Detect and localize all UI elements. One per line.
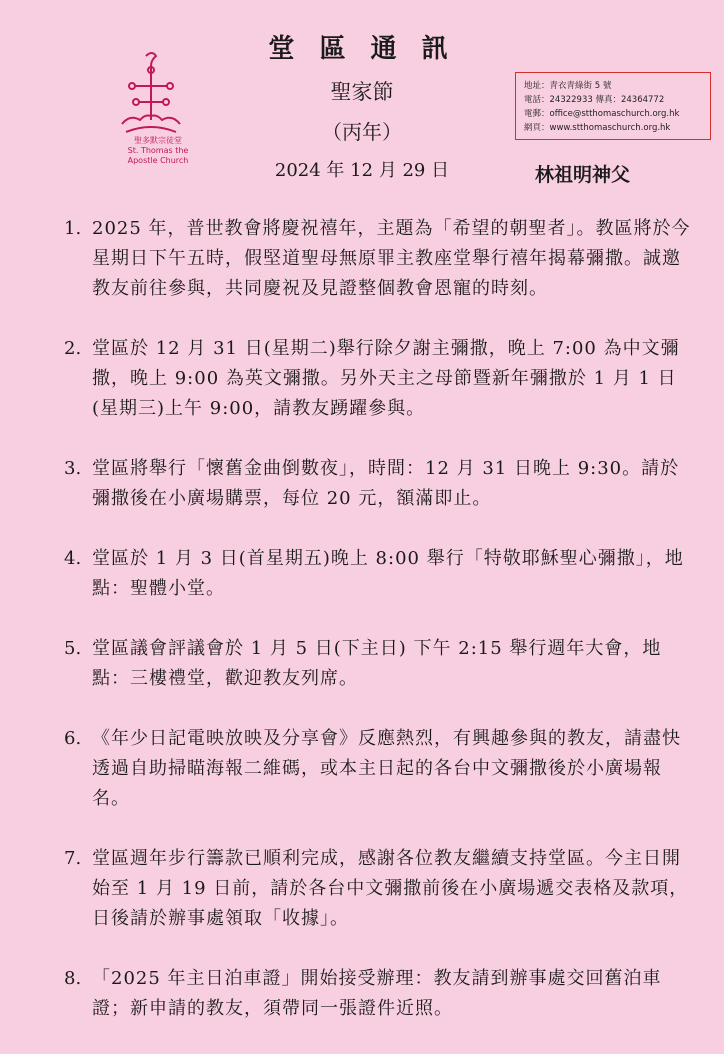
item-text: 堂區週年步行籌款已順利完成，感謝各位教友繼續支持堂區。今主日開始至 1 月 19 日前，請於各台中文彌撒前後在小廣場遞交表格及款項，日後請於辦事處領取「收據」。 (92, 848, 689, 929)
page-title: 堂 區 通 訊 (268, 34, 456, 64)
contact-address: 地址：青衣青綠街 5 號 (524, 81, 612, 91)
item-text: 《年少日記電映放映及分享會》反應熱烈，有興趣參與的教友，請盡快透過自助掃瞄海報二維碼，或本主日起的各台中文彌撒後於小廣場報名。 (92, 728, 681, 809)
list-item (64, 634, 694, 694)
item-number: 2. (64, 338, 82, 359)
item-text: 堂區議會評議會於 1 月 5 日(下主日) 下午 2:15 舉行週年大會，地點：三樓禮堂，歡迎教友列席。 (92, 638, 662, 689)
item-text: 堂區將舉行「懷舊金曲倒數夜」，時間：12 月 31 日晚上 9:30。請於彌撒後在小廣場購票，每位 20 元，額滿即止。 (92, 458, 680, 509)
item-text: 「2025 年主日泊車證」開始接受辦理：教友請到辦事處交回舊泊車證；新申請的教友，須帶同一張證件近照。 (92, 968, 662, 1019)
item-text: 2025 年，普世教會將慶祝禧年，主題為「希望的朝聖者」。教區將於今星期日下午五時，假堅道聖母無原罪主教座堂舉行禧年揭幕彌撒。誠邀教友前往參與，共同慶祝及見證整個教會恩寵的時刻。 (92, 218, 691, 299)
announcement-list (64, 214, 694, 1054)
item-number: 3. (64, 458, 82, 479)
logo-caption: 聖多默宗徒堂 St. Thomas the Apostle Church (127, 136, 189, 165)
item-number: 4. (64, 548, 82, 569)
list-item (64, 454, 694, 514)
contact-website: 網頁：www.stthomaschurch.org.hk (524, 123, 671, 133)
contact-email: 電郵：office@stthomaschurch.org.hk (524, 109, 680, 119)
priest-name: 林祖明神父 (535, 164, 631, 186)
item-number: 6. (64, 728, 82, 749)
item-number: 7. (64, 848, 82, 869)
item-number: 1. (64, 218, 82, 239)
item-text: 堂區於 12 月 31 日(星期二)舉行除夕謝主彌撒，晚上 7:00 為中文彌撒，晚上 9:00 為英文彌撒。另外天主之母節暨新年彌撒於 1 月 1 日(星期三)上午 9:00，請教友踴躍參與。 (92, 338, 680, 419)
item-number: 8. (64, 968, 82, 989)
item-number: 5. (64, 638, 82, 659)
list-item (64, 544, 694, 604)
list-item (64, 724, 694, 814)
list-item (64, 964, 694, 1024)
contact-box (515, 72, 711, 140)
issue-date: 2024 年 12 月 29 日 (274, 160, 450, 181)
contact-phone-fax: 電話：24322933 傳真：24364772 (524, 95, 665, 105)
item-text: 堂區於 1 月 3 日(首星期五)晚上 8:00 舉行「特敬耶穌聖心彌撒」，地點：聖體小堂。 (92, 548, 684, 599)
feast-name: 聖家節 (330, 80, 394, 104)
list-item (64, 334, 694, 424)
list-item (64, 214, 694, 304)
liturgical-year: （丙年） (322, 120, 402, 144)
list-item (64, 844, 694, 934)
